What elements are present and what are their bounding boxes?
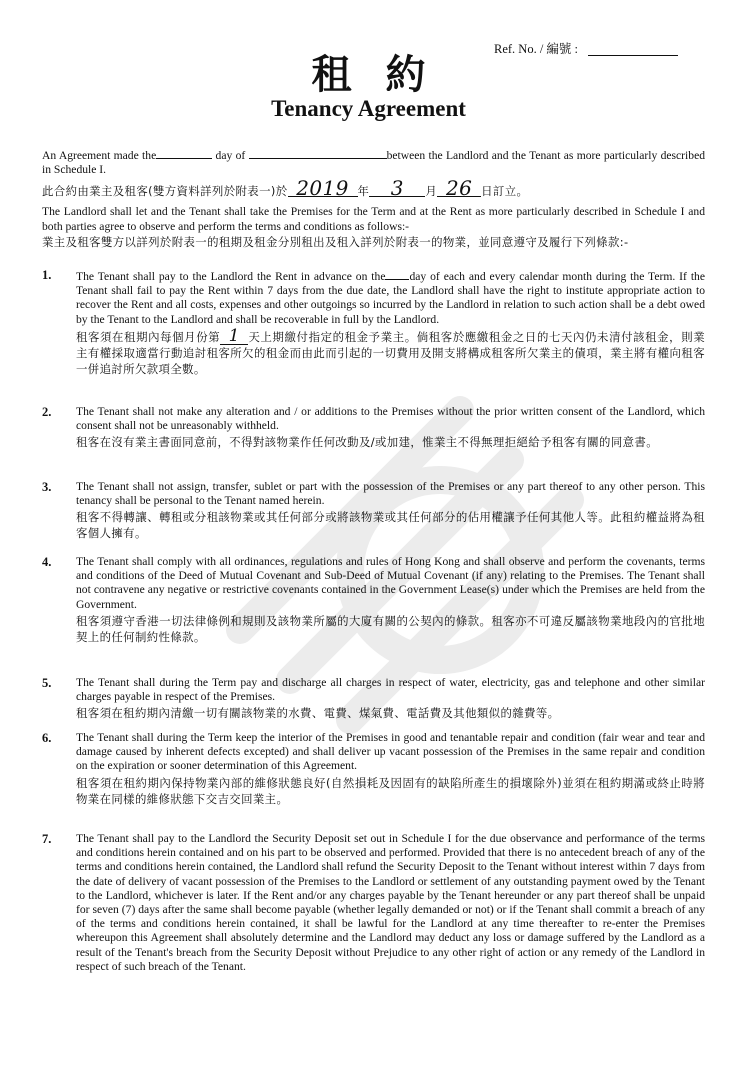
clause-1-zh [76, 325, 706, 377]
intro-zh-month: 月 [425, 184, 438, 199]
clause-1-zh-a: 租客須在租期內每個月份第 [76, 329, 221, 344]
clause-number: 5. [42, 676, 52, 690]
clause-2-en: The Tenant shall not make any alteration and / or additions to the Premises without the prior written consent of the Landlord, which consent shall not be unreasonably withheld. [76, 405, 705, 433]
clause-5-zh: 租客須在租約期內清繳一切有關該物業的水費、電費、煤氣費、電話費及其他類似的雜費等。 [76, 706, 560, 721]
intro-zh-year: 年 [357, 184, 370, 199]
handwritten-year: 2019 [288, 180, 358, 197]
intro-paragraph-en: The Landlord shall let and the Tenant shall take the Premises for the Term and at the Rent as more particularly described in Schedule I and both parties agree to observe and perform the terms and conditions as follows:- [42, 205, 705, 233]
clause-number: 4. [42, 555, 52, 569]
intro-zh-day: 日訂立。 [481, 184, 529, 199]
rent-day-blank [385, 268, 409, 280]
intro-text-c: between the Landlord and the Tenant as more particularly described in Schedule I. [42, 149, 706, 177]
handwritten-day: 26 [437, 180, 481, 197]
title-chinese: 租約 [311, 52, 460, 98]
intro-paragraph-zh: 業主及租客雙方以詳列於附表一的租期及租金分別租出及租入詳列於附表一的物業，並同意遵守及履行下列條款:- [42, 234, 629, 249]
clause-3-en: The Tenant shall not assign, transfer, sublet or part with the possession of the Premises or any part thereof to any other person. This tenancy shall be personal to the Tenant named herein. [76, 480, 705, 508]
intro-line-zh [42, 176, 705, 201]
clause-1-zh-b: 天上期繳付指定的租金予業主。倘租客於應繳租金之日的七天內仍未清付該租金，則業主有權採取適當行動追討租客所欠的租金而由此而引起的一切費用及開支將構成租客所欠業主的債項，業主將有權向租客一併追討所欠款項全數。 [76, 329, 706, 376]
clause-3-zh: 租客不得轉讓、轉租或分租該物業或其任何部分或將該物業或其任何部分的佔用權讓予任何其他人等。此租約權益將為租客個人擁有。 [76, 510, 705, 541]
clause-2 [42, 405, 705, 450]
clause-6-en: The Tenant shall during the Term keep the interior of the Premises in good and tenantable repair and condition (fair wear and tear and damage caused by inherent defects excepted) and shall deliver up vacant possession of the Premises in the same repair and condition on the expiration or sooner determination of this Agreement. [76, 731, 705, 773]
handwritten-month: 3 [369, 180, 425, 197]
clause-number: 7. [42, 832, 52, 846]
clause-4 [42, 555, 705, 645]
clause-number: 1. [42, 268, 52, 282]
clause-2-zh: 租客在沒有業主書面同意前，不得對該物業作任何改動及/或加建，惟業主不得無理拒絕給予租客有關的同意書。 [76, 435, 658, 450]
clause-7-en: The Tenant shall pay to the Landlord the Security Deposit set out in Schedule I for the due observance and performance of the terms and conditions herein contained and on his part to be observed and performed. Provided that there is no antecedent breach of any of the terms and conditions herein contained, the Landlord shall refund the Security Deposit to the Tenant without interest within 7 days from the date of delivery of vacant possession of the Premises to the Landlord or settlement of any outstanding payment owed by the Tenant to the Landlord, whichever is later. If the Rent and/or any charges payable by the Tenant hereunder or any part thereof shall be unpaid for seven (7) days after the same shall become payable (whether legally demanded or not) or if the Tenant shall commit a breach of any of the terms and conditions herein contained, it shall be lawful for the Landlord at any time thereafter to re-enter the Premises whereupon this Agreement shall absolutely determine and the Landlord may deduct any loss or damage suffered by the Landlord as a result of the Tenant's breach from the Security Deposit without Prejudice to any other right of action or any remedy of the Landlord in respect of such breach of the Tenant. [76, 832, 705, 973]
intro-text-b: day of [215, 149, 246, 162]
month-blank [249, 147, 387, 159]
clause-4-en: The Tenant shall comply with all ordinances, regulations and rules of Hong Kong and shall observe and perform the covenants, terms and conditions of the Deed of Mutual Covenant and Sub-Deed of Mutual Covenant (if any) relating to the Premises. The Tenant shall not contravene any negative or restrictive covenants contained in the Government Lease(s) under which the Premises are held from the Government. [76, 555, 705, 611]
clause-7 [42, 832, 705, 974]
clause-number: 2. [42, 405, 52, 419]
clause-1 [42, 268, 705, 377]
handwritten-rent-day: 1 [220, 328, 248, 345]
clause-6 [42, 731, 705, 807]
clause-1-en-b: day of each and every calendar month during the Term. If the Tenant shall fail to pay the Rent within 7 days from the due date, the Landlord shall have the right to institute appropriate action to recover the Rent and all costs, expenses and other outgoings so incurred by the Landlord in relation to such action shall be a debt owed by the Tenant to the Landlord and shall be recoverable in full by the Landlord. [76, 270, 705, 326]
clause-number: 3. [42, 480, 52, 494]
clause-1-en [76, 268, 705, 327]
clause-4-zh: 租客須遵守香港一切法律條例和規則及該物業所屬的大廈有關的公契內的條款。租客亦不可違反屬該物業地段內的官批地契上的任何制約性條款。 [76, 613, 705, 644]
intro-text-a: An Agreement made the [42, 149, 157, 162]
day-blank [156, 147, 212, 159]
clause-3 [42, 480, 705, 541]
intro-zh-a: 此合約由業主及租客(雙方資料詳列於附表一)於 [42, 184, 288, 199]
intro-line-en [42, 147, 705, 177]
clause-6-zh: 租客須在租約期內保持物業內部的維修狀態良好(自然損耗及因固有的缺陷所產生的損壞除外)並須在租約期滿或終止時將物業在同樣的維修狀態下交吉交回業主。 [76, 775, 705, 806]
title-english: Tenancy Agreement [271, 96, 466, 121]
intro-section [42, 147, 705, 250]
clause-number: 6. [42, 731, 52, 745]
clause-5 [42, 676, 705, 721]
clause-5-en: The Tenant shall during the Term pay and discharge all charges in respect of water, electricity, gas and telephone and other similar charges payable in respect of the Premises. [76, 676, 705, 704]
reference-label: Ref. No. / 編號 : [494, 42, 579, 56]
clause-1-en-a: The Tenant shall pay to the Landlord the Rent in advance on the [76, 270, 386, 283]
